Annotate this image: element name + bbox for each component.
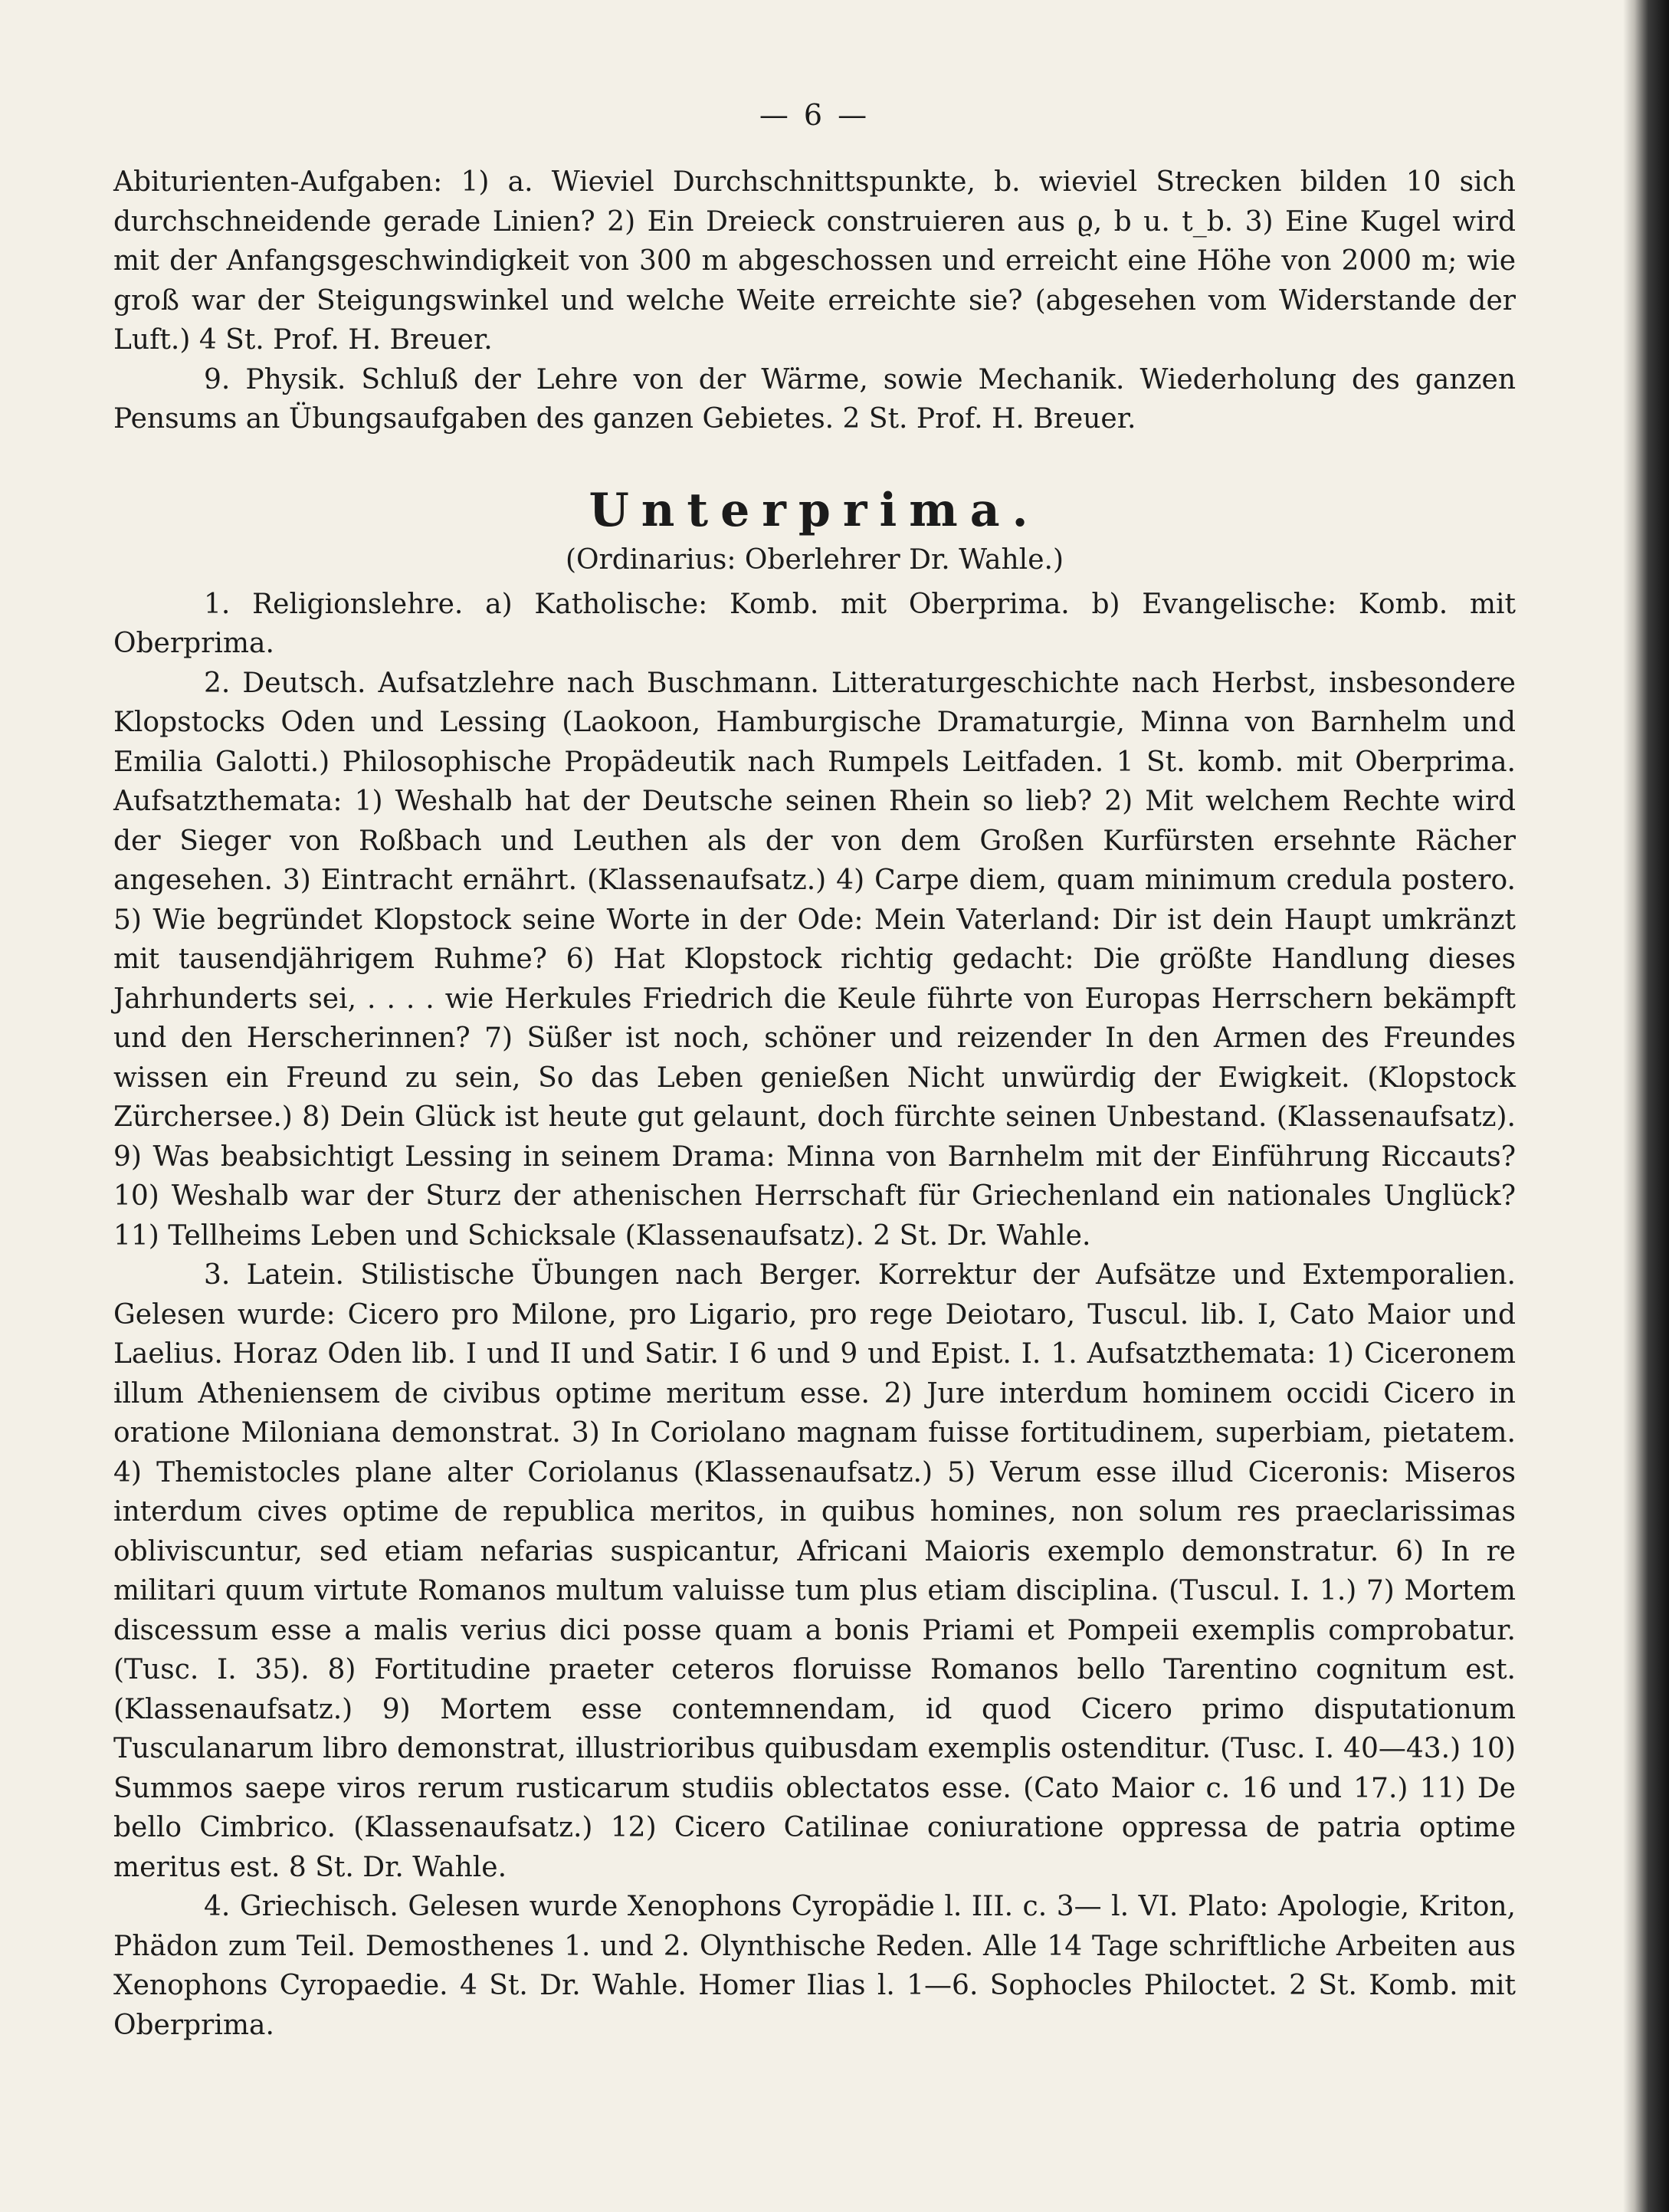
religion-paragraph: 1. Religionslehre. a) Katholische: Komb. mit Oberprima. b) Evangelische: Komb. mit Oberprima. (113, 588, 1516, 659)
physics-paragraph: 9. Physik. Schluß der Lehre von der Wärme, sowie Mechanik. Wiederholung des ganzen Pensums an Übungsaufgaben des ganzen Gebietes. 2 St. Prof. H. Breuer. (113, 363, 1516, 435)
page-number: — 6 — (759, 98, 871, 132)
abitur-tasks-paragraph: Abiturienten-Aufgaben: 1) a. Wieviel Durchschnittspunkte, b. wieviel Strecken bilden 10 sich durchschneidende gerade Linien? 2) Ein Dreieck construieren aus ϱ, b u. t_b. 3) Eine Kugel wird mit der Anfangsgeschwindigkeit von 300 m abgeschossen und erreicht eine Höhe von 2000 m; wie groß war der Steigungswinkel und welche Weite erreichte sie? (abgesehen vom Widerstande der Luft.) 4 St. Prof. H. Breuer. (113, 166, 1516, 356)
greek-paragraph: 4. Griechisch. Gelesen wurde Xenophons Cyropädie l. III. c. 3— l. VI. Plato: Apologie, Kriton, Phädon zum Teil. Demosthenes 1. und 2. Olynthische Reden. Alle 14 Tage schriftliche Arbeiten aus Xenophons Cyropaedie. 4 St. Dr. Wahle. Homer Ilias l. 1—6. Sophocles Philoctet. 2 St. Komb. mit Oberprima. (113, 1891, 1516, 2041)
page-edge-shadow (1623, 0, 1669, 2212)
page-content (113, 90, 1516, 2045)
section-title: Unterprima. (589, 483, 1041, 537)
german-paragraph: 2. Deutsch. Aufsatzlehre nach Buschmann. Litteraturgeschichte nach Herbst, insbesondere Klopstocks Oden und Lessing (Laokoon, Hamburgische Dramaturgie, Minna von Barnhelm und Emilia Galotti.) Philosophische Propädeutik nach Rumpels Leitfaden. 1 St. komb. mit Oberprima. Aufsatzthemata: 1) Weshalb hat der Deutsche seinen Rhein so lieb? 2) Mit welchem Rechte wird der Sieger von Roßbach und Leuthen als der von dem Großen Kurfürsten ersehnte Rächer angesehen. 3) Eintracht ernährt. (Klassenaufsatz.) 4) Carpe diem, quam minimum credula postero. 5) Wie begründet Klopstock seine Worte in der Ode: Mein Vaterland: Dir ist dein Haupt umkränzt mit tausendjährigem Ruhme? 6) Hat Klopstock richtig gedacht: Die größte Handlung dieses Jahrhunderts sei, . . . . wie Herkules Friedrich die Keule führte von Europas Herrschern bekämpft und den Herscherinnen? 7) Süßer ist noch, schöner und reizender In den Armen des Freundes wissen ein Freund zu sein, So das Leben genießen Nicht unwürdig der Ewigkeit. (Klopstock Zürchersee.) 8) Dein Glück ist heute gut gelaunt, doch fürchte seinen Unbestand. (Klassenaufsatz). 9) Was beabsichtigt Lessing in seinem Drama: Minna von Barnhelm mit der Einführung Riccauts? 10) Weshalb war der Sturz der athenischen Herrschaft für Griechenland ein nationales Unglück? 11) Tellheims Leben und Schicksale (Klassenaufsatz). 2 St. Dr. Wahle. (113, 667, 1516, 1252)
section-subtitle: (Ordinarius: Oberlehrer Dr. Wahle.) (565, 543, 1064, 576)
latin-paragraph: 3. Latein. Stilistische Übungen nach Berger. Korrektur der Aufsätze und Extemporalien. Gelesen wurde: Cicero pro Milone, pro Ligario, pro rege Deiotaro, Tuscul. lib. I, Cato Maior und Laelius. Horaz Oden lib. I und II und Satir. I 6 und 9 und Epist. I. 1. Aufsatzthemata: 1) Ciceronem illum Atheniensem de civibus optime meritum esse. 2) Jure interdum hominem occidi Cicero in oratione Miloniana demonstrat. 3) In Coriolano magnam fuisse fortitudinem, superbiam, pietatem. 4) Themistocles plane alter Coriolanus (Klassenaufsatz.) 5) Verum esse illud Ciceronis: Miseros interdum cives optime de republica meritos, in quibus homines, non solum res praeclarissimas obliviscuntur, sed etiam nefarias suspicantur, Africani Maioris exemplo demonstratur. 6) In re militari quum virtute Romanos multum valuisse tum plus etiam disciplina. (Tuscul. I. 1.) 7) Mortem discessum esse a malis verius dici posse quam a bonis Priami et Pompeii exemplis comprobatur. (Tusc. I. 35). 8) Fortitudine praeter ceteros floruisse Romanos bello Tarentino cognitum est. (Klassenaufsatz.) 9) Mortem esse contemnendam, id quod Cicero primo disputationum Tusculanarum libro demonstrat, illustrioribus quibusdam exemplis ostenditur. (Tusc. I. 40—43.) 10) Summos saepe viros rerum rusticarum studiis oblectatos esse. (Cato Maior c. 16 und 17.) 11) De bello Cimbrico. (Klassenaufsatz.) 12) Cicero Catilinae coniuratione oppressa de patria optime meritus est. 8 St. Dr. Wahle. (113, 1259, 1516, 1883)
